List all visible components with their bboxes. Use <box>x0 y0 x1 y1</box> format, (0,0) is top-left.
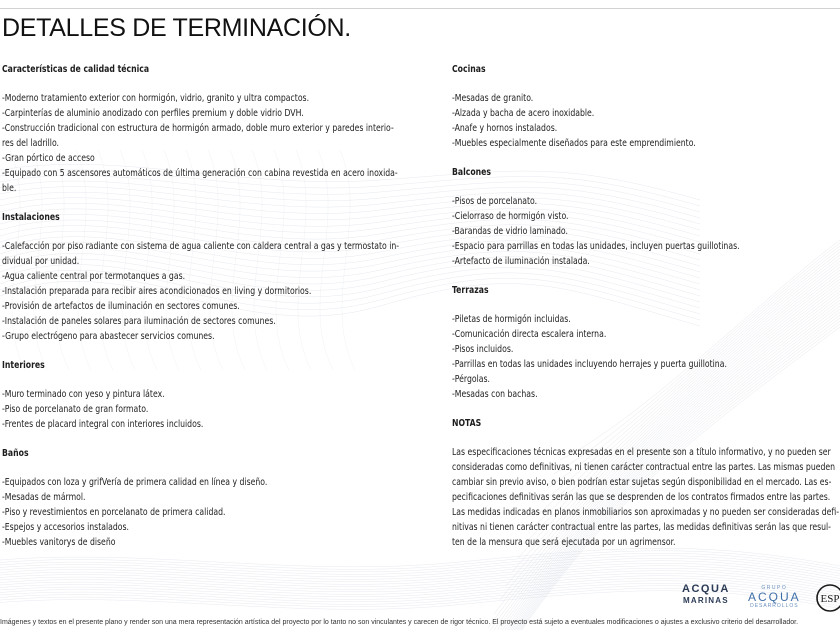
list-line: ble. <box>2 183 17 194</box>
section-cocinas <box>452 62 840 151</box>
list-line: pecificaciones definitivas serán las que se desprenden de los contratos firmados entre las partes. <box>452 492 831 503</box>
section-list <box>2 239 402 344</box>
section-list <box>452 194 840 269</box>
list-line: -Mesadas de granito. <box>452 93 534 104</box>
list-line: Las especificaciones técnicas expresadas en el presente son a título informativo, y no pueden ser <box>452 447 831 458</box>
list-line: consideradas como definitivas, ni tienen carácter contractual entre las partes. Las mismas pueden <box>452 462 836 473</box>
list-line: -Barandas de vidrio laminado. <box>452 226 568 237</box>
section-list <box>452 312 840 402</box>
logo-line: DESARROLLOS <box>750 603 799 609</box>
notes-paragraph <box>452 445 840 550</box>
list-line: res del ladrillo. <box>2 138 60 149</box>
grupo-acqua-logo <box>748 584 801 611</box>
list-line: -Espejos y accesorios instalados. <box>2 522 129 533</box>
logo-line: ACQUA <box>682 583 730 595</box>
logo-line: ACQUA <box>748 590 801 604</box>
list-line: Las medidas indicadas en planos inmobiliarios son aproximadas y no pueden ser consideradas defi- <box>452 507 840 518</box>
list-line: -Muro terminado con yeso y pintura látex. <box>2 389 165 400</box>
logo-line: GRUPO <box>761 585 788 591</box>
list-line: ten de la mensura que será ejecutada por un agrimensor. <box>452 537 676 548</box>
footer-disclaimer: Imágenes y textos en el presente plano y render son una mera representación artística del proyecto por lo tanto no son vinculantes y carecen de rigor técnico. El proyecto está sujeto a eventuales modificaciones o ajustes a exclusivo criterio del desarrollador. <box>0 619 799 626</box>
esp-logo-text: ESP <box>820 593 840 605</box>
list-line: -Piletas de hormigón incluidas. <box>452 314 571 325</box>
list-line: nitivas ni tienen carácter contractual entre las partes, las medidas definitivas serán las que resul- <box>452 522 831 533</box>
list-line: -Espacio para parrillas en todas las unidades, incluyen puertas guillotinas. <box>452 241 740 252</box>
list-line: -Provisión de artefactos de iluminación en sectores comunes. <box>2 301 240 312</box>
list-line: -Carpinterías de aluminio anodizado con perfiles premium y doble vidrio DVH. <box>2 108 304 119</box>
list-line: -Artefacto de iluminación instalada. <box>452 256 590 267</box>
list-line: cambiar sin previo aviso, o bien podrían estar sujetas según disponibilidad en el mercado. Las es- <box>452 477 832 488</box>
list-line: -Equipados con loza y grifVería de primera calidad en línea y diseño. <box>2 477 268 488</box>
section-heading: NOTAS <box>452 418 482 429</box>
section-list <box>2 387 402 432</box>
section-list <box>2 91 402 196</box>
section-heading: Terrazas <box>452 285 489 296</box>
list-line: -Anafe y hornos instalados. <box>452 123 558 134</box>
list-line: -Mesadas de mármol. <box>2 492 86 503</box>
list-line: -Pisos incluidos. <box>452 344 514 355</box>
list-line: -Moderno tratamiento exterior con hormigón, vidrio, granito y ultra compactos. <box>2 93 310 104</box>
list-line: -Muebles vanitorys de diseño <box>2 537 116 548</box>
section-instalaciones <box>2 210 402 344</box>
list-line: -Gran pórtico de acceso <box>2 153 95 164</box>
section-heading: Características de calidad técnica <box>2 64 150 75</box>
list-line: -Instalación preparada para recibir aires acondicionados en living y dormitorios. <box>2 286 312 297</box>
list-line: -Calefacción por piso radiante con sistema de agua caliente con caldera central a gas y termostato in- <box>2 241 400 252</box>
section-heading: Cocinas <box>452 64 486 75</box>
list-line: -Instalación de paneles solares para iluminación de sectores comunes. <box>2 316 276 327</box>
section-banos <box>2 446 402 550</box>
page-title: DETALLES DE TERMINACIÓN. <box>2 14 351 42</box>
section-interiores <box>2 358 402 432</box>
section-list <box>452 91 840 151</box>
list-line: -Cielorraso de hormigón visto. <box>452 211 569 222</box>
list-line: -Comunicación directa escalera interna. <box>452 329 607 340</box>
list-line: -Pisos de porcelanato. <box>452 196 538 207</box>
section-list <box>2 475 402 550</box>
list-line: -Muebles especialmente diseñados para este emprendimiento. <box>452 138 696 149</box>
list-line: -Piso de porcelanato de gran formato. <box>2 404 149 415</box>
section-balcones <box>452 165 840 269</box>
list-line: -Equipado con 5 ascensores automáticos de última generación con cabina revestida en acero inoxida- <box>2 168 398 179</box>
list-line: -Parrillas en todas las unidades incluyendo herrajes y puerta guillotina. <box>452 359 727 370</box>
list-line: dividual por unidad. <box>2 256 80 267</box>
list-line: -Alzada y bacha de acero inoxidable. <box>452 108 595 119</box>
section-heading: Balcones <box>452 167 492 178</box>
section-terrazas <box>452 283 840 402</box>
list-line: -Pérgolas. <box>452 374 490 385</box>
right-column <box>452 62 840 550</box>
section-heading: Interiores <box>2 360 45 371</box>
list-line: -Grupo electrógeno para abastecer servicios comunes. <box>2 331 215 342</box>
section-heading: Baños <box>2 448 29 459</box>
list-line: -Piso y revestimientos en porcelanato de primera calidad. <box>2 507 226 518</box>
section-notas <box>452 416 840 550</box>
list-line: -Frentes de placard integral con interiores incluidos. <box>2 419 204 430</box>
section-heading: Instalaciones <box>2 212 60 223</box>
list-line: -Mesadas con bachas. <box>452 389 538 400</box>
list-line: -Construcción tradicional con estructura de hormigón armado, doble muro exterior y paredes interio- <box>2 123 394 134</box>
esp-logo <box>814 583 840 613</box>
section-calidad <box>2 62 402 196</box>
acqua-marinas-logo <box>682 584 730 606</box>
list-line: -Agua caliente central por termotanques a gas. <box>2 271 186 282</box>
logo-line: MARINAS <box>683 596 729 605</box>
left-column <box>2 62 402 550</box>
